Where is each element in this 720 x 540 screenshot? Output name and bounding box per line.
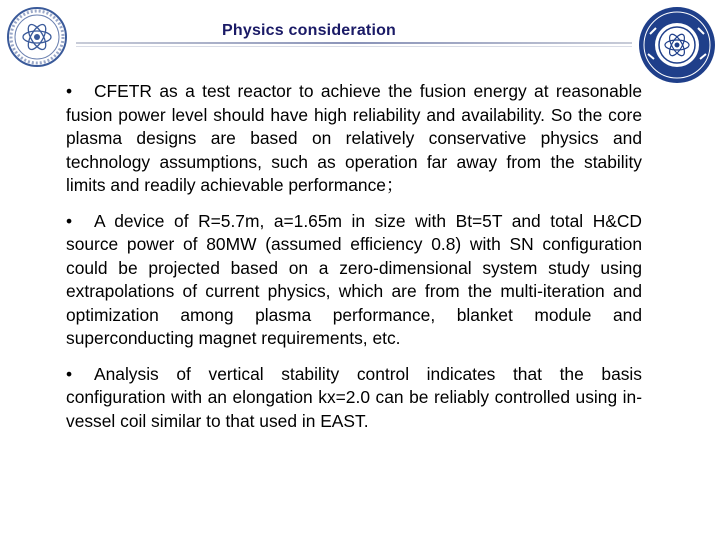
bullet-marker: • [66,81,73,101]
bullet-marker: • [66,363,73,384]
bullet-list [66,80,642,445]
university-seal-icon [6,6,68,68]
list-item [66,210,642,351]
bullet-text: Analysis of vertical stability control indicates that the basis configuration with an elongation kx=2.0 can be reliably controlled using in-vessel coil similar to that used in EAST. [66,363,642,431]
header-divider [76,42,632,44]
page-title: Physics consideration [222,22,397,39]
bullet-marker: • [66,210,73,231]
header-divider-accent [76,46,632,47]
list-item [66,363,642,434]
institute-emblem-icon [636,4,718,86]
bullet-text: A device of R=5.7m, a=1.65m in size with Bt=5T and total H&CD source power of 80MW (assumed efficiency 0.8) with SN configuration could be projected based on a zero-dimensional system study using extrapolations of current physics, which are from the multi-iteration and optimization among plasma performance, blanket module and superconducting magnet requirements, etc. [66,210,642,348]
bullet-text: CFETR as a test reactor to achieve the fusion energy at reasonable fusion power level should have high reliability and availability. So the core plasma designs are based on relatively conservative physics and technology assumptions, such as operation far away from the stability limits and readily achievable performance； [66,81,642,195]
list-item [66,80,642,198]
